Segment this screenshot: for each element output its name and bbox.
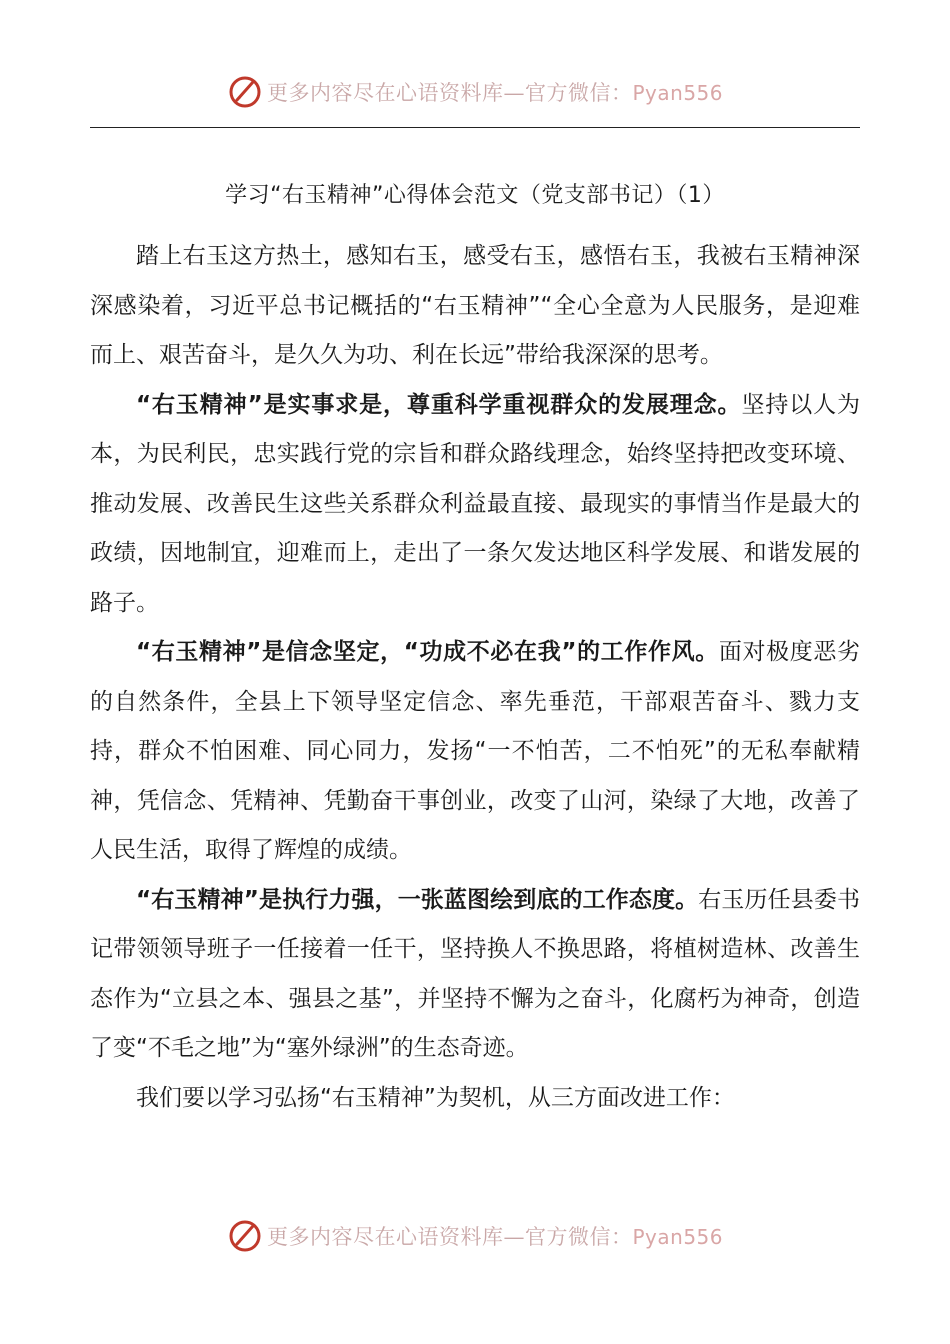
pen-logo-icon [227, 1218, 263, 1254]
paragraph: “右玉精神”是执行力强，一张蓝图绘到底的工作态度。右玉历任县委书记带领领导班子一任接着一任干，坚持换人不换思路，将植树造林、改善生态作为“立县之本、强县之基”，并坚持不懈为之奋斗，化腐朽为神奇，创造了变“不毛之地”为“塞外绿洲”的生态奇迹。 [90, 886, 861, 1061]
document-body [90, 232, 860, 1123]
watermark-banner-top [0, 70, 950, 114]
paragraph-lead: “右玉精神”是信念坚定，“功成不必在我”的工作作风。 [136, 639, 719, 665]
paragraph: 我们要以学习弘扬“右玉精神”为契机，从三方面改进工作： [136, 1084, 735, 1111]
paragraph: “右玉精神”是信念坚定，“功成不必在我”的工作作风。面对极度恶劣的自然条件，全县上下领导坚定信念、率先垂范，干部艰苦奋斗、戮力支持，群众不怕困难、同心同力，发扬“一不怕苦，二不怕死”的无私奉献精神，凭信念、凭精神、凭勤奋干事创业，改变了山河，染绿了大地，改善了人民生活，取得了辉煌的成绩。 [90, 639, 861, 863]
paragraph: “右玉精神”是实事求是，尊重科学重视群众的发展理念。坚持以人为本，为民利民，忠实践行党的宗旨和群众路线理念，始终坚持把改变环境、推动发展、改善民生这些关系群众利益最直接、最现实的事情当作是最大的政绩，因地制宜，迎难而上，走出了一条欠发达地区科学发展、和谐发展的路子。 [90, 391, 861, 616]
header-rule [90, 127, 860, 128]
pen-logo-icon [227, 74, 263, 110]
paragraph-lead: “右玉精神”是执行力强，一张蓝图绘到底的工作态度。 [136, 886, 699, 913]
watermark-text: 更多内容尽在心语资料库—官方微信：Pyan556 [266, 1225, 723, 1249]
document-title: 学习“右玉精神”心得体会范文（党支部书记）（1） [225, 183, 725, 208]
watermark-text: 更多内容尽在心语资料库—官方微信：Pyan556 [266, 81, 723, 105]
paragraph: 踏上右玉这方热土，感知右玉，感受右玉，感悟右玉，我被右玉精神深深感染着，习近平总书记概括的“右玉精神”“全心全意为人民服务，是迎难而上、艰苦奋斗，是久久为功、利在长远”带给我深深的思考。 [90, 243, 860, 368]
paragraph-lead: “右玉精神”是实事求是，尊重科学重视群众的发展理念。 [136, 391, 742, 418]
watermark-banner-bottom [0, 1214, 950, 1258]
